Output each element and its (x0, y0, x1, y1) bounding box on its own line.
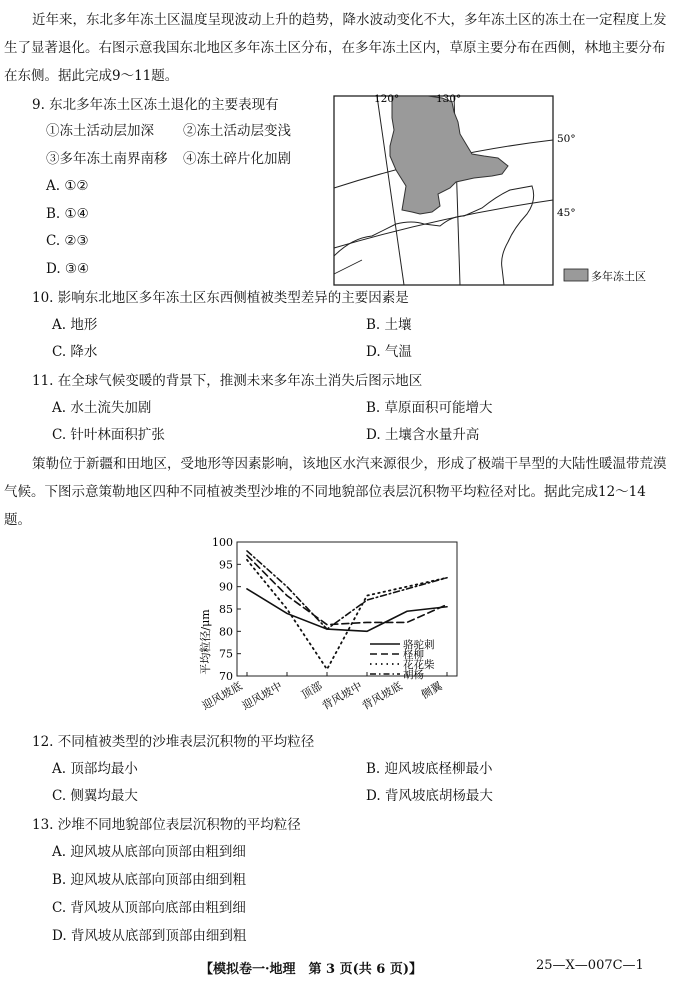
q13-option-b[interactable]: B. 迎风坡从底部向顶部由细到粗 (52, 872, 247, 888)
q12-option-a[interactable]: A. 顶部均最小 (52, 761, 138, 777)
legend-label: 柽柳 (403, 649, 424, 661)
grain-size-chart (195, 534, 475, 734)
q13-option-d[interactable]: D. 背风坡从底部到顶部由细到粗 (52, 928, 247, 944)
q9-option-b[interactable]: B. ①④ (46, 206, 89, 222)
y-tick-label: 100 (212, 536, 233, 549)
q11-option-c[interactable]: C. 针叶林面积扩张 (52, 427, 165, 443)
q12-option-c[interactable]: C. 侧翼均最大 (52, 788, 138, 804)
legend-label: 多年冻土区 (591, 270, 646, 283)
q10-option-a[interactable]: A. 地形 (52, 317, 98, 333)
x-category-label: 迎风坡底 (199, 679, 245, 713)
footer-page-info: 【模拟卷一·地理 第 3 页(共 6 页)】 (200, 962, 423, 977)
q9-stem: 9. 东北多年冻土区冻土退化的主要表现有 (32, 97, 279, 113)
series-line (247, 551, 447, 629)
legend-label: 胡杨 (403, 669, 424, 681)
q9-option-a[interactable]: A. ①② (46, 178, 89, 194)
q11-option-d[interactable]: D. 土壤含水量升高 (366, 427, 480, 443)
q9-item-3: ③多年冻土南界南移 (46, 151, 168, 167)
q9-item-1: ①冻土活动层加深 (46, 123, 154, 139)
q9-option-d[interactable]: D. ③④ (46, 261, 90, 277)
q12-stem: 12. 不同植被类型的沙堆表层沉积物的平均粒径 (32, 734, 315, 750)
q12-option-b[interactable]: B. 迎风坡底柽柳最小 (366, 761, 493, 777)
q13-option-a[interactable]: A. 迎风坡从底部向顶部由粗到细 (52, 844, 246, 860)
series-line (247, 589, 447, 631)
legend-label: 花花柴 (403, 659, 435, 671)
x-category-label: 侧翼 (418, 679, 445, 702)
q10-stem: 10. 影响东北地区多年冻土区东西侧植被类型差异的主要因素是 (32, 290, 409, 306)
passage-1: 近年来，东北多年冻土区温度呈现波动上升的趋势，降水波动变化不大，多年冻土区的冻土在一定程度上发生了显著退化。右图示意我国东北地区多年冻土区分布，在多年冻土区内，草原主要分布在西侧，林地主要分布在东侧。据此完成9～11题。 (4, 12, 667, 84)
q9-item-2: ②冻土活动层变浅 (183, 123, 291, 139)
q13-stem: 13. 沙堆不同地貌部位表层沉积物的平均粒径 (32, 817, 301, 833)
y-tick-label: 90 (219, 580, 233, 594)
lon-label-130: 130° (436, 93, 462, 105)
q9-option-c[interactable]: C. ②③ (46, 233, 89, 249)
y-tick-label: 95 (219, 558, 233, 572)
legend-swatch (564, 269, 588, 281)
footer-code: 25—X—007C—1 (536, 958, 644, 973)
q11-stem: 11. 在全球气候变暖的背景下，推测未来多年冻土消失后图示地区 (32, 373, 423, 389)
passage-2: 策勒位于新疆和田地区，受地形等因素影响，该地区水汽来源很少，形成了极端干旱型的大陆性暖温带荒漠气候。下图示意策勒地区四种不同植被类型沙堆的不同地貌部位表层沉积物平均粒径对比。据此完成12～14题。 (4, 456, 667, 528)
y-tick-label: 75 (219, 647, 233, 661)
x-category-label: 背风坡底 (359, 679, 405, 713)
y-tick-label: 70 (219, 670, 233, 683)
q11-option-b[interactable]: B. 草原面积可能增大 (366, 400, 493, 416)
y-axis-label: 平均粒径/μm (199, 609, 212, 675)
y-tick-label: 85 (219, 603, 233, 616)
q9-item-4: ④冻土碎片化加剧 (183, 151, 291, 167)
permafrost-map (332, 88, 672, 288)
x-category-label: 背风坡中 (319, 679, 365, 713)
x-category-label: 迎风坡中 (239, 679, 285, 713)
q10-option-b[interactable]: B. 土壤 (366, 317, 412, 333)
q13-option-c[interactable]: C. 背风坡从顶部向底部由粗到细 (52, 900, 246, 916)
lat-label-50: 50° (557, 133, 576, 145)
lat-label-45: 45° (557, 207, 576, 219)
q12-option-d[interactable]: D. 背风坡底胡杨最大 (366, 788, 493, 804)
q11-option-a[interactable]: A. 水土流失加剧 (52, 400, 152, 416)
q10-option-d[interactable]: D. 气温 (366, 344, 412, 360)
lon-label-120: 120° (374, 93, 400, 105)
x-category-label: 顶部 (298, 679, 325, 702)
q10-option-c[interactable]: C. 降水 (52, 344, 98, 360)
legend-label: 骆驼刺 (403, 639, 435, 651)
y-tick-label: 80 (219, 625, 233, 639)
